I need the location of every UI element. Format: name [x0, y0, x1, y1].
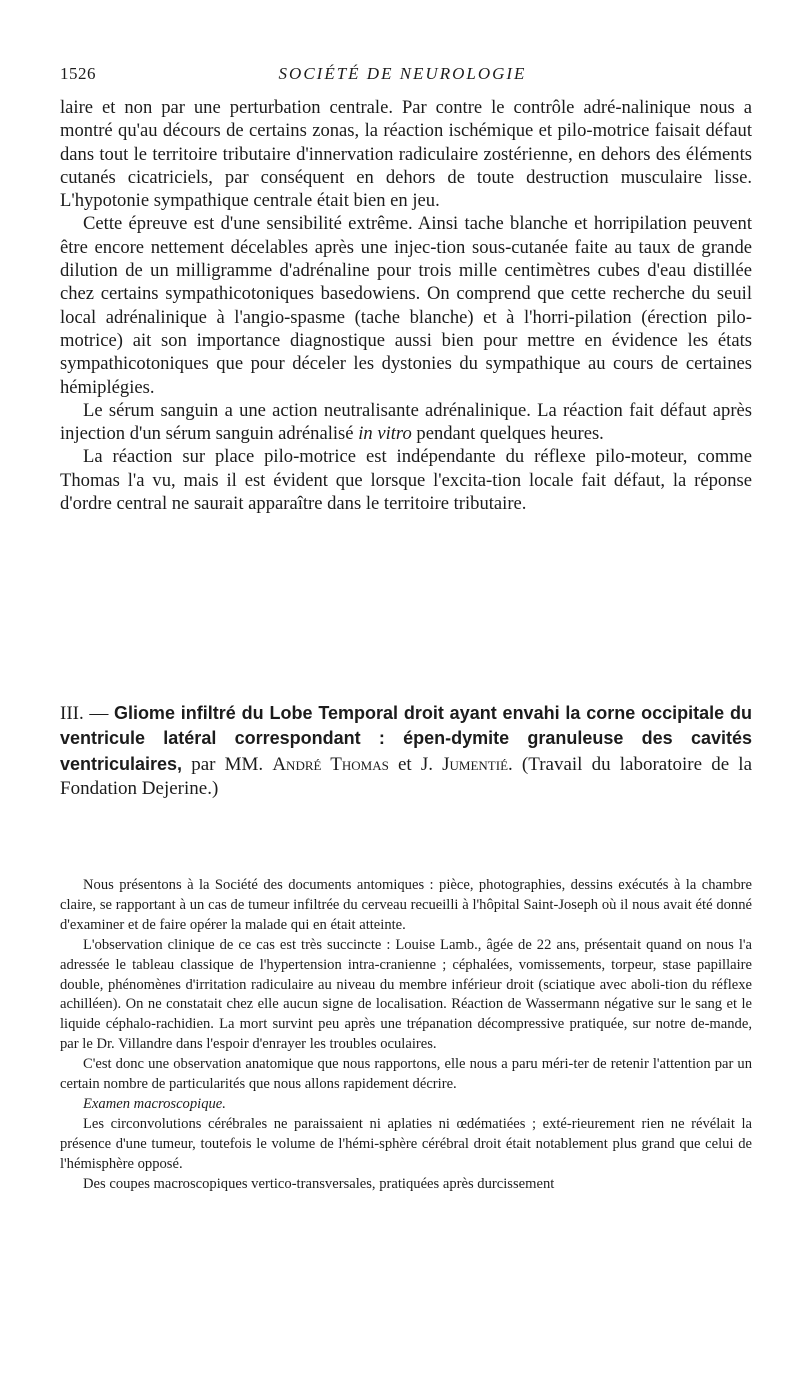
section-numeral: III. [60, 703, 84, 724]
report-paragraph-convolutions: Les circonvolutions cérébrales ne paraissaient ni aplaties ni œdématiées ; exté-rieurement rien ne révélait la présence d'une tumeur, toutefois le volume de l'hémi-sphère cérébral droit était notablement plus grand que celui de l'hémisphère opposé. [60, 1115, 752, 1172]
page-number: 1526 [60, 64, 96, 83]
in-vitro-term: in vitro [358, 423, 412, 445]
section-and: et J. [388, 753, 443, 775]
report-paragraph-sections: Des coupes macroscopiques vertico-transversales, pratiquées après durcissement [83, 1175, 555, 1192]
paragraph-serum [60, 399, 752, 446]
subheading-macroscopic: Examen macroscopique. [83, 1095, 226, 1112]
author-jumentie: Jumentié [442, 753, 509, 775]
author-thomas: André Thomas [272, 753, 389, 775]
serum-text-start: Le sérum sanguin a une action neutralisante adrénalinique. La réaction fait défaut après injection d'un sérum sanguin adrénalisé [60, 399, 752, 445]
main-text [60, 96, 752, 515]
section-title: Gliome infiltré du Lobe Temporal droit ayant envahi la corne occipitale du ventricule latéral correspondant : épen-dymite granuleuse des cavités ventriculaires, [60, 703, 753, 774]
running-head [60, 64, 745, 88]
section-by: par MM. [182, 753, 273, 775]
paragraph-pilomotor: La réaction sur place pilo-motrice est indépendante du réflexe pilo-moteur, comme Thomas l'a vu, mais il est évident que lorsque l'excita-tion locale fait défaut, la réponse d'ordre central ne saurait apparaître dans le territoire tributaire. [60, 446, 752, 515]
report-paragraph-anatomical: C'est donc une observation anatomique que nous rapportons, elle nous a paru méri-ter de retenir l'attention par un certain nombre de particularités que nous allons rapidement décrire. [60, 1056, 752, 1093]
paragraph-continued: laire et non par une perturbation centrale. Par contre le contrôle adré-nalinique nous a montré qu'au décours de certains zonas, la réaction ischémique et pilo-motrice faisait défaut dans tout le territoire tributaire d'innervation radiculaire zostérienne, en dehors des éléments cutanés cicatriciels, par conséquent en dehors de toute destruction musculaire lisse. L'hypotonie sympathique centrale était bien en jeu. [60, 97, 752, 212]
section-affiliation: . (Travail du laboratoire de la Fondation Dejerine.) [60, 753, 753, 800]
section-dash: — [83, 703, 114, 724]
report-paragraph-documents: Nous présentons à la Société des documents antomiques : pièce, photographies, dessins exécutés à la chambre claire, se rapportant à un cas de tumeur infiltrée du cerveau recueilli à l'hôpital Saint-Joseph où il nous avait été donné d'examiner et de faire opérer la malade qui en était atteinte. [60, 877, 752, 933]
section-heading [60, 701, 752, 802]
paragraph-sensitivity: Cette épreuve est d'une sensibilité extrême. Ainsi tache blanche et horripilation peuvent être encore nettement décelables après une injec-tion sous-cutanée faite au taux de grande dilution de un milligramme d'adrénaline pour trois mille centimètres cubes d'eau distillée chez certains sympathicotoniques basedowiens. On comprend que cette recherche du seuil local adrénalinique à l'angio-spasme (tache blanche) et à l'horri-pilation (érection pilo-motrice) ait son importance diagnostique aussi bien pour mettre en évidence les états sympathicotoniques que pour déceler les dystonies du sympathique au cours de certaines hémiplégies. [60, 213, 752, 398]
report-text [60, 876, 752, 1195]
journal-title: SOCIÉTÉ DE NEUROLOGIE [278, 64, 527, 83]
report-paragraph-clinical: L'observation clinique de ce cas est très succincte : Louise Lamb., âgée de 22 ans, présentait quand on nous l'a adressée le tableau classique de l'hypertension intra-cranienne ; céphalées, vomissements, torpeur, stase papillaire double, phénomènes d'irritation radiculaire au niveau du membre inférieur droit (sciatique avec aboli-tion du réflexe achilléen). On ne constatait chez elle aucun signe de localisation. Réaction de Wassermann négative sur le sang et le liquide céphalo-rachidien. La mort survint peu après une trépanation décompressive pratiquée, sur notre de-mande, par le Dr. Villandre dans l'espoir d'enrayer les troubles oculaires. [60, 936, 752, 1053]
serum-text-end: pendant quelques heures. [411, 423, 604, 445]
